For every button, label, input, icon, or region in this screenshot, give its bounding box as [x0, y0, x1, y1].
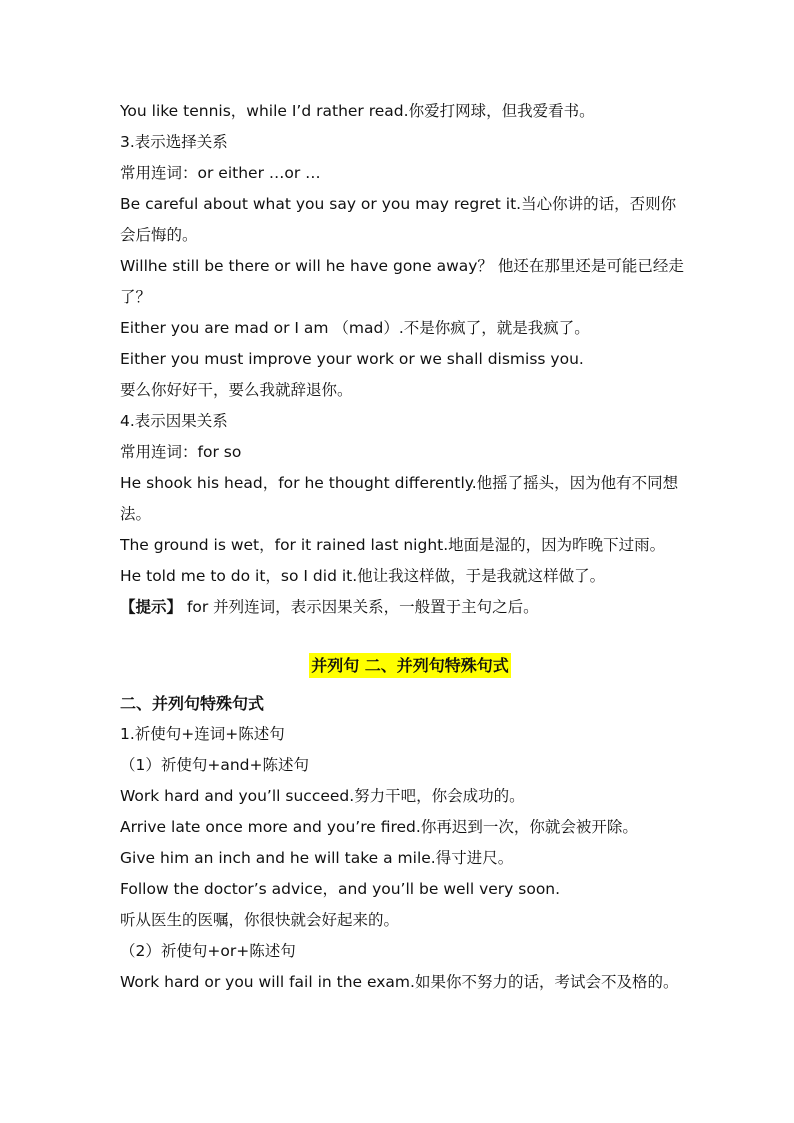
text-line: 要么你好好干，要么我就辞退你。 — [120, 381, 353, 399]
text-line: The ground is wet，for it rained last night.地面是湿的，因为昨晚下过雨。 — [120, 536, 666, 554]
tip-line — [120, 592, 700, 623]
text-line: 了？ — [120, 288, 152, 306]
text-line: Willhe still be there or will he have gone away？ 他还在那里还是可能已经走 — [120, 257, 684, 275]
text-line: Follow the doctor’s advice，and you’ll be well very soon. — [120, 880, 561, 898]
text-line: 会后悔的。 — [120, 226, 198, 244]
text-line: Either you are mad or I am （mad）.不是你疯了，就是我疯了。 — [120, 319, 590, 337]
special-patterns-section — [120, 719, 700, 998]
text-line: 常用连词：or either …or … — [120, 164, 321, 182]
text-line: Give him an inch and he will take a mile.得寸进尺。 — [120, 849, 514, 867]
text-line: 法。 — [120, 505, 152, 523]
text-line: Work hard and you’ll succeed.努力干吧，你会成功的。 — [120, 787, 525, 805]
text-line: You like tennis，while I’d rather read.你爱打网球，但我爱看书。 — [120, 102, 595, 120]
document-body — [120, 96, 700, 998]
text-line: 1.祈使句+连词+陈述句 — [120, 725, 285, 743]
text-line: 4.表示因果关系 — [120, 412, 228, 430]
text-line: He shook his head，for he thought differently.他摇了摇头，因为他有不同想 — [120, 474, 679, 492]
text-line: He told me to do it，so I did it.他让我这样做，于是我就这样做了。 — [120, 567, 606, 585]
text-line: （2）祈使句+or+陈述句 — [120, 942, 296, 960]
text-line: Arrive late once more and you’re fired.你再迟到一次，你就会被开除。 — [120, 818, 638, 836]
coordination-relations-section — [120, 96, 700, 592]
text-line: Either you must improve your work or we shall dismiss you. — [120, 350, 584, 368]
highlight-heading — [120, 646, 700, 686]
text-line: 听从医生的医嘱，你很快就会好起来的。 — [120, 911, 400, 929]
text-line: 3.表示选择关系 — [120, 133, 228, 151]
text-line: （1）祈使句+and+陈述句 — [120, 756, 309, 774]
highlight-heading-text: 并列句 二、并列句特殊句式 — [309, 653, 511, 678]
tip-text: for 并列连词，表示因果关系，一般置于主句之后。 — [182, 598, 539, 616]
text-line: Be careful about what you say or you may regret it.当心你讲的话，否则你 — [120, 195, 677, 213]
text-line: 常用连词：for so — [120, 443, 242, 461]
section-gap — [120, 623, 700, 646]
text-line: Work hard or you will fail in the exam.如果你不努力的话，考试会不及格的。 — [120, 973, 679, 991]
section-title: 二、并列句特殊句式 — [120, 694, 265, 713]
tip-label: 【提示】 — [120, 598, 183, 616]
